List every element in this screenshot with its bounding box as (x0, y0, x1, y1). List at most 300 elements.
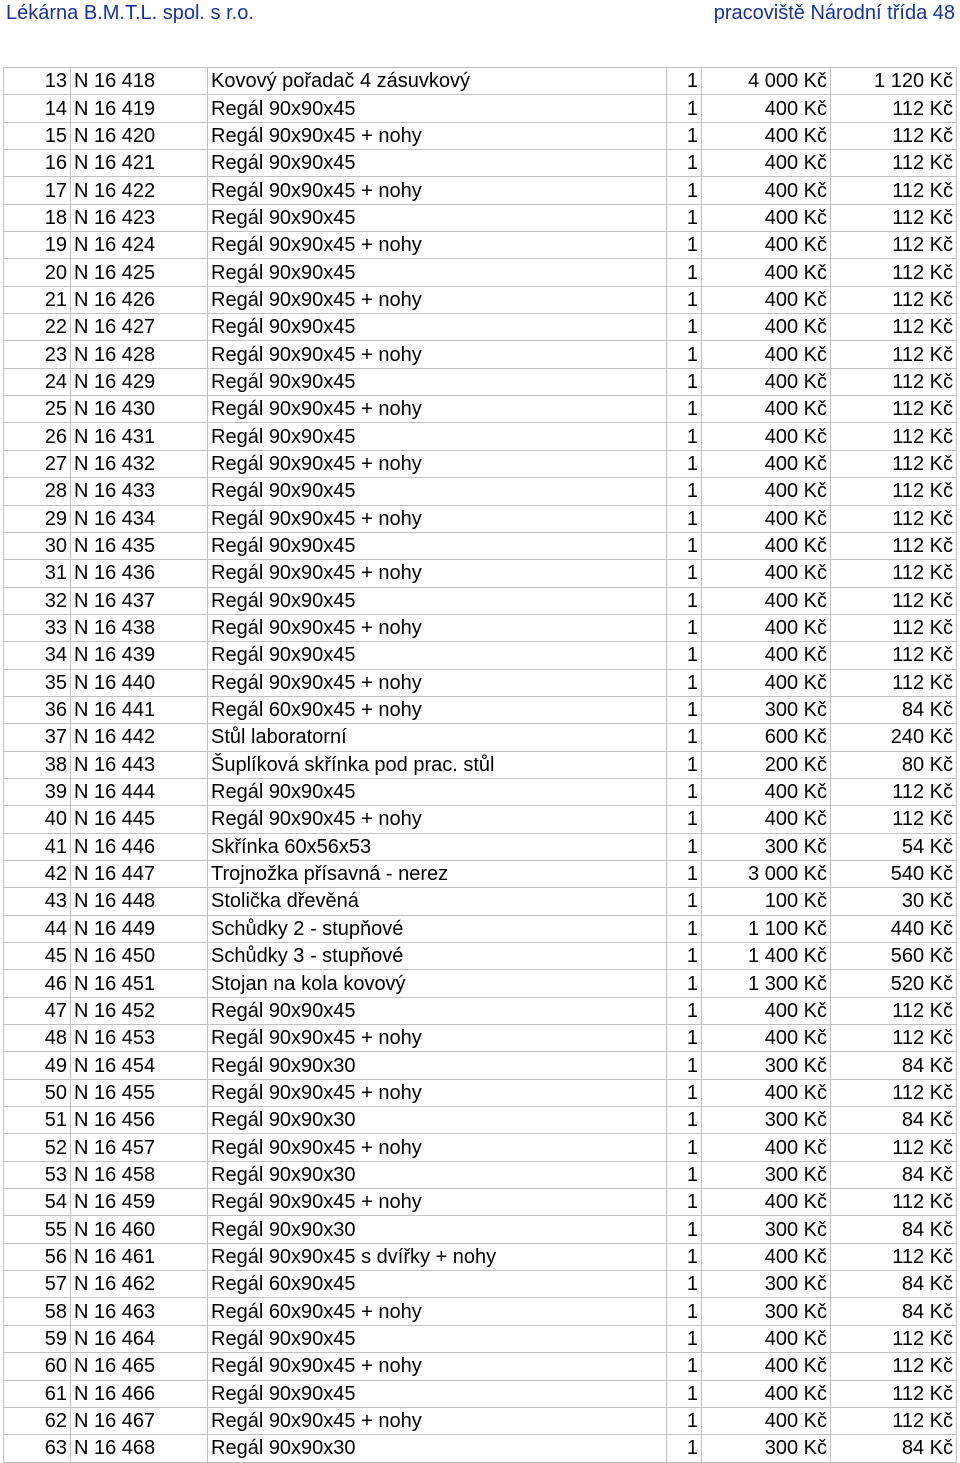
item-price: 1 100 Kč (702, 915, 831, 942)
item-code: N 16 445 (71, 806, 208, 833)
row-number: 15 (4, 122, 71, 149)
item-price: 400 Kč (702, 314, 831, 341)
item-quantity: 1 (667, 68, 702, 95)
item-price: 400 Kč (702, 1243, 831, 1270)
inventory-table-body (4, 68, 957, 1463)
item-name: Regál 90x90x45 + nohy (208, 286, 667, 313)
item-code: N 16 446 (71, 833, 208, 860)
item-price: 300 Kč (702, 1435, 831, 1462)
item-price: 400 Kč (702, 642, 831, 669)
table-row (4, 614, 957, 641)
row-number: 18 (4, 204, 71, 231)
item-code: N 16 435 (71, 532, 208, 559)
item-quantity: 1 (667, 943, 702, 970)
item-total: 112 Kč (831, 204, 957, 231)
item-quantity: 1 (667, 150, 702, 177)
item-quantity: 1 (667, 1271, 702, 1298)
item-code: N 16 443 (71, 751, 208, 778)
row-number: 41 (4, 833, 71, 860)
table-row (4, 1325, 957, 1352)
item-price: 300 Kč (702, 1161, 831, 1188)
item-code: N 16 468 (71, 1435, 208, 1462)
item-price: 400 Kč (702, 587, 831, 614)
item-name: Regál 90x90x45 (208, 150, 667, 177)
table-row (4, 423, 957, 450)
item-quantity: 1 (667, 396, 702, 423)
item-name: Kovový pořadač 4 zásuvkový (208, 68, 667, 95)
item-quantity: 1 (667, 1079, 702, 1106)
item-quantity: 1 (667, 696, 702, 723)
item-price: 200 Kč (702, 751, 831, 778)
item-code: N 16 423 (71, 204, 208, 231)
item-total: 520 Kč (831, 970, 957, 997)
row-number: 30 (4, 532, 71, 559)
item-quantity: 1 (667, 232, 702, 259)
item-name: Regál 90x90x45 + nohy (208, 614, 667, 641)
workplace-location: pracoviště Národní třída 48 (713, 2, 955, 24)
item-total: 30 Kč (831, 888, 957, 915)
item-total: 84 Kč (831, 1298, 957, 1325)
item-code: N 16 459 (71, 1189, 208, 1216)
item-price: 400 Kč (702, 232, 831, 259)
item-total: 112 Kč (831, 396, 957, 423)
company-name: Lékárna B.M.T.L. spol. s r.o. (6, 2, 254, 24)
row-number: 48 (4, 1025, 71, 1052)
item-price: 400 Kč (702, 778, 831, 805)
item-name: Regál 60x90x45 + nohy (208, 696, 667, 723)
inventory-table (3, 67, 957, 1463)
item-quantity: 1 (667, 1134, 702, 1161)
row-number: 36 (4, 696, 71, 723)
item-quantity: 1 (667, 1161, 702, 1188)
item-total: 112 Kč (831, 341, 957, 368)
item-price: 400 Kč (702, 505, 831, 532)
item-quantity: 1 (667, 1052, 702, 1079)
item-price: 300 Kč (702, 696, 831, 723)
item-price: 4 000 Kč (702, 68, 831, 95)
item-name: Regál 90x90x45 + nohy (208, 341, 667, 368)
item-total: 112 Kč (831, 478, 957, 505)
row-number: 13 (4, 68, 71, 95)
row-number: 26 (4, 423, 71, 450)
item-name: Regál 90x90x45 (208, 95, 667, 122)
item-name: Regál 90x90x45 + nohy (208, 1025, 667, 1052)
item-price: 400 Kč (702, 1353, 831, 1380)
item-code: N 16 430 (71, 396, 208, 423)
row-number: 21 (4, 286, 71, 313)
item-name: Regál 90x90x30 (208, 1161, 667, 1188)
table-row (4, 1052, 957, 1079)
row-number: 43 (4, 888, 71, 915)
item-code: N 16 420 (71, 122, 208, 149)
item-name: Trojnožka přísavná - nerez (208, 860, 667, 887)
table-row (4, 150, 957, 177)
item-name: Regál 90x90x45 (208, 1380, 667, 1407)
row-number: 62 (4, 1407, 71, 1434)
item-total: 112 Kč (831, 1189, 957, 1216)
item-total: 1 120 Kč (831, 68, 957, 95)
item-name: Regál 90x90x45 (208, 642, 667, 669)
table-row (4, 778, 957, 805)
item-quantity: 1 (667, 1435, 702, 1462)
item-total: 84 Kč (831, 1216, 957, 1243)
item-code: N 16 454 (71, 1052, 208, 1079)
item-code: N 16 463 (71, 1298, 208, 1325)
table-row (4, 806, 957, 833)
table-row (4, 560, 957, 587)
item-price: 300 Kč (702, 1271, 831, 1298)
row-number: 46 (4, 970, 71, 997)
item-name: Regál 90x90x45 (208, 532, 667, 559)
table-row (4, 341, 957, 368)
item-code: N 16 464 (71, 1325, 208, 1352)
item-name: Regál 90x90x45 (208, 778, 667, 805)
table-row (4, 1380, 957, 1407)
item-price: 400 Kč (702, 997, 831, 1024)
item-quantity: 1 (667, 888, 702, 915)
item-price: 400 Kč (702, 1407, 831, 1434)
table-row (4, 943, 957, 970)
item-code: N 16 437 (71, 587, 208, 614)
table-row (4, 1407, 957, 1434)
table-row (4, 833, 957, 860)
item-name: Regál 90x90x45 + nohy (208, 1189, 667, 1216)
row-number: 22 (4, 314, 71, 341)
row-number: 63 (4, 1435, 71, 1462)
item-price: 400 Kč (702, 259, 831, 286)
table-row (4, 505, 957, 532)
item-price: 1 300 Kč (702, 970, 831, 997)
table-row (4, 1271, 957, 1298)
item-price: 400 Kč (702, 478, 831, 505)
item-quantity: 1 (667, 423, 702, 450)
item-name: Regál 90x90x45 (208, 368, 667, 395)
item-price: 400 Kč (702, 341, 831, 368)
item-code: N 16 452 (71, 997, 208, 1024)
item-total: 84 Kč (831, 1271, 957, 1298)
table-row (4, 478, 957, 505)
item-total: 84 Kč (831, 1107, 957, 1134)
row-number: 60 (4, 1353, 71, 1380)
table-row (4, 314, 957, 341)
item-quantity: 1 (667, 1025, 702, 1052)
item-quantity: 1 (667, 915, 702, 942)
item-quantity: 1 (667, 450, 702, 477)
item-quantity: 1 (667, 806, 702, 833)
item-price: 400 Kč (702, 1189, 831, 1216)
item-name: Regál 90x90x45 (208, 423, 667, 450)
table-row (4, 696, 957, 723)
table-row (4, 1189, 957, 1216)
item-total: 112 Kč (831, 778, 957, 805)
item-code: N 16 460 (71, 1216, 208, 1243)
item-code: N 16 440 (71, 669, 208, 696)
item-code: N 16 450 (71, 943, 208, 970)
item-name: Stůl laboratorní (208, 724, 667, 751)
item-code: N 16 466 (71, 1380, 208, 1407)
table-row (4, 1216, 957, 1243)
table-row (4, 1134, 957, 1161)
item-quantity: 1 (667, 997, 702, 1024)
item-price: 400 Kč (702, 450, 831, 477)
row-number: 14 (4, 95, 71, 122)
item-total: 112 Kč (831, 368, 957, 395)
item-total: 440 Kč (831, 915, 957, 942)
row-number: 20 (4, 259, 71, 286)
item-total: 112 Kč (831, 1134, 957, 1161)
item-total: 112 Kč (831, 1407, 957, 1434)
item-total: 112 Kč (831, 423, 957, 450)
item-total: 112 Kč (831, 532, 957, 559)
item-total: 112 Kč (831, 314, 957, 341)
table-row (4, 669, 957, 696)
table-row (4, 1298, 957, 1325)
item-quantity: 1 (667, 286, 702, 313)
row-number: 31 (4, 560, 71, 587)
item-name: Regál 90x90x30 (208, 1216, 667, 1243)
item-total: 112 Kč (831, 259, 957, 286)
item-name: Schůdky 2 - stupňové (208, 915, 667, 942)
item-code: N 16 427 (71, 314, 208, 341)
item-code: N 16 453 (71, 1025, 208, 1052)
item-price: 1 400 Kč (702, 943, 831, 970)
row-number: 39 (4, 778, 71, 805)
item-name: Regál 90x90x45 (208, 314, 667, 341)
item-quantity: 1 (667, 1353, 702, 1380)
item-name: Regál 90x90x45 + nohy (208, 669, 667, 696)
item-quantity: 1 (667, 751, 702, 778)
item-price: 400 Kč (702, 532, 831, 559)
item-total: 112 Kč (831, 1380, 957, 1407)
item-code: N 16 434 (71, 505, 208, 532)
row-number: 51 (4, 1107, 71, 1134)
row-number: 24 (4, 368, 71, 395)
row-number: 50 (4, 1079, 71, 1106)
item-total: 112 Kč (831, 806, 957, 833)
table-row (4, 532, 957, 559)
item-quantity: 1 (667, 1107, 702, 1134)
item-name: Regál 90x90x45 (208, 204, 667, 231)
item-code: N 16 431 (71, 423, 208, 450)
item-name: Regál 90x90x45 s dvířky + nohy (208, 1243, 667, 1270)
item-code: N 16 441 (71, 696, 208, 723)
item-price: 300 Kč (702, 833, 831, 860)
item-quantity: 1 (667, 368, 702, 395)
item-price: 400 Kč (702, 614, 831, 641)
row-number: 56 (4, 1243, 71, 1270)
item-name: Regál 90x90x45 (208, 587, 667, 614)
item-total: 80 Kč (831, 751, 957, 778)
item-total: 84 Kč (831, 696, 957, 723)
item-total: 560 Kč (831, 943, 957, 970)
row-number: 52 (4, 1134, 71, 1161)
item-price: 400 Kč (702, 122, 831, 149)
item-name: Regál 90x90x30 (208, 1435, 667, 1462)
row-number: 16 (4, 150, 71, 177)
row-number: 34 (4, 642, 71, 669)
item-code: N 16 465 (71, 1353, 208, 1380)
row-number: 27 (4, 450, 71, 477)
item-price: 400 Kč (702, 1025, 831, 1052)
row-number: 29 (4, 505, 71, 532)
table-row (4, 95, 957, 122)
item-total: 54 Kč (831, 833, 957, 860)
item-code: N 16 467 (71, 1407, 208, 1434)
item-name: Regál 90x90x30 (208, 1052, 667, 1079)
item-total: 112 Kč (831, 669, 957, 696)
item-code: N 16 455 (71, 1079, 208, 1106)
row-number: 57 (4, 1271, 71, 1298)
item-total: 84 Kč (831, 1052, 957, 1079)
item-code: N 16 457 (71, 1134, 208, 1161)
row-number: 33 (4, 614, 71, 641)
table-row (4, 860, 957, 887)
table-row (4, 888, 957, 915)
table-row (4, 997, 957, 1024)
item-name: Regál 90x90x45 + nohy (208, 450, 667, 477)
table-row (4, 204, 957, 231)
item-total: 112 Kč (831, 286, 957, 313)
item-quantity: 1 (667, 860, 702, 887)
table-row (4, 1353, 957, 1380)
row-number: 25 (4, 396, 71, 423)
table-row (4, 232, 957, 259)
item-price: 400 Kč (702, 396, 831, 423)
item-total: 112 Kč (831, 1243, 957, 1270)
row-number: 17 (4, 177, 71, 204)
item-price: 600 Kč (702, 724, 831, 751)
item-name: Regál 90x90x45 + nohy (208, 505, 667, 532)
item-code: N 16 458 (71, 1161, 208, 1188)
row-number: 40 (4, 806, 71, 833)
table-row (4, 450, 957, 477)
item-price: 400 Kč (702, 1380, 831, 1407)
item-code: N 16 447 (71, 860, 208, 887)
item-price: 300 Kč (702, 1107, 831, 1134)
item-total: 112 Kč (831, 560, 957, 587)
row-number: 35 (4, 669, 71, 696)
item-price: 400 Kč (702, 286, 831, 313)
item-name: Regál 90x90x45 (208, 259, 667, 286)
item-total: 112 Kč (831, 1025, 957, 1052)
item-price: 400 Kč (702, 1079, 831, 1106)
item-quantity: 1 (667, 642, 702, 669)
item-code: N 16 433 (71, 478, 208, 505)
table-row (4, 68, 957, 95)
item-price: 400 Kč (702, 423, 831, 450)
item-price: 400 Kč (702, 177, 831, 204)
item-code: N 16 449 (71, 915, 208, 942)
item-code: N 16 436 (71, 560, 208, 587)
table-row (4, 970, 957, 997)
item-total: 112 Kč (831, 450, 957, 477)
row-number: 45 (4, 943, 71, 970)
item-name: Regál 90x90x45 + nohy (208, 122, 667, 149)
item-code: N 16 451 (71, 970, 208, 997)
item-total: 112 Kč (831, 587, 957, 614)
table-row (4, 724, 957, 751)
table-row (4, 1243, 957, 1270)
item-total: 112 Kč (831, 150, 957, 177)
item-price: 400 Kč (702, 1134, 831, 1161)
item-name: Regál 90x90x45 + nohy (208, 1407, 667, 1434)
item-quantity: 1 (667, 833, 702, 860)
row-number: 58 (4, 1298, 71, 1325)
item-code: N 16 422 (71, 177, 208, 204)
row-number: 59 (4, 1325, 71, 1352)
item-quantity: 1 (667, 1380, 702, 1407)
item-price: 3 000 Kč (702, 860, 831, 887)
item-total: 112 Kč (831, 177, 957, 204)
item-quantity: 1 (667, 204, 702, 231)
table-row (4, 1161, 957, 1188)
table-row (4, 915, 957, 942)
item-quantity: 1 (667, 587, 702, 614)
item-quantity: 1 (667, 505, 702, 532)
item-total: 112 Kč (831, 95, 957, 122)
item-quantity: 1 (667, 95, 702, 122)
item-total: 112 Kč (831, 1353, 957, 1380)
item-price: 300 Kč (702, 1052, 831, 1079)
row-number: 49 (4, 1052, 71, 1079)
item-name: Regál 90x90x45 + nohy (208, 1079, 667, 1106)
table-row (4, 1107, 957, 1134)
item-quantity: 1 (667, 478, 702, 505)
item-total: 112 Kč (831, 642, 957, 669)
table-row (4, 286, 957, 313)
item-quantity: 1 (667, 560, 702, 587)
item-total: 84 Kč (831, 1435, 957, 1462)
item-price: 100 Kč (702, 888, 831, 915)
row-number: 42 (4, 860, 71, 887)
item-total: 240 Kč (831, 724, 957, 751)
item-price: 400 Kč (702, 806, 831, 833)
table-row (4, 1435, 957, 1462)
item-name: Regál 90x90x45 + nohy (208, 232, 667, 259)
item-quantity: 1 (667, 970, 702, 997)
item-quantity: 1 (667, 314, 702, 341)
item-quantity: 1 (667, 1407, 702, 1434)
item-total: 112 Kč (831, 1079, 957, 1106)
item-total: 112 Kč (831, 614, 957, 641)
item-name: Regál 90x90x45 (208, 1325, 667, 1352)
item-code: N 16 461 (71, 1243, 208, 1270)
item-name: Regál 90x90x45 + nohy (208, 1134, 667, 1161)
item-name: Regál 60x90x45 (208, 1271, 667, 1298)
item-quantity: 1 (667, 778, 702, 805)
item-price: 300 Kč (702, 1216, 831, 1243)
item-quantity: 1 (667, 614, 702, 641)
row-number: 19 (4, 232, 71, 259)
item-code: N 16 432 (71, 450, 208, 477)
item-price: 400 Kč (702, 1325, 831, 1352)
item-name: Regál 90x90x45 + nohy (208, 560, 667, 587)
item-name: Regál 90x90x45 + nohy (208, 1353, 667, 1380)
item-price: 400 Kč (702, 669, 831, 696)
item-quantity: 1 (667, 177, 702, 204)
row-number: 47 (4, 997, 71, 1024)
table-row (4, 1079, 957, 1106)
item-quantity: 1 (667, 724, 702, 751)
table-row (4, 122, 957, 149)
item-quantity: 1 (667, 1325, 702, 1352)
item-code: N 16 442 (71, 724, 208, 751)
item-name: Šuplíková skřínka pod prac. stůl (208, 751, 667, 778)
row-number: 53 (4, 1161, 71, 1188)
page-header (0, 0, 960, 30)
item-total: 84 Kč (831, 1161, 957, 1188)
table-row (4, 177, 957, 204)
